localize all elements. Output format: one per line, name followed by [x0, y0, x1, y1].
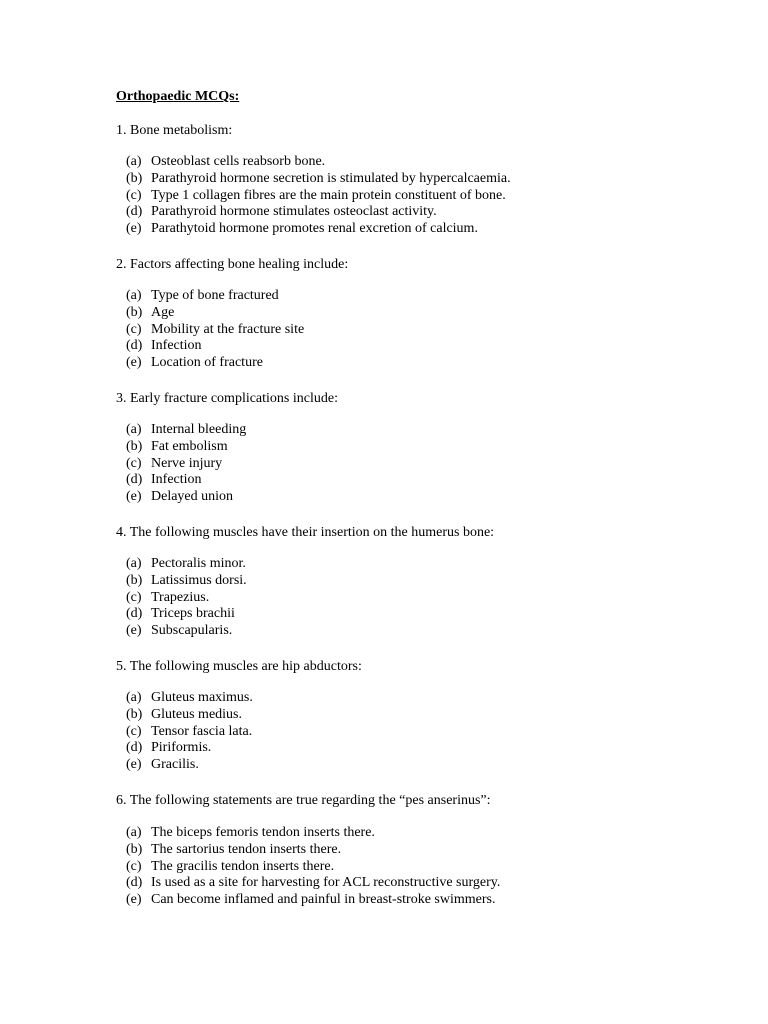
option-letter: (c): [126, 321, 142, 337]
option: [126, 355, 304, 372]
option: [126, 573, 247, 590]
option-text: Parathyroid hormone secretion is stimulated by hypercalcaemia.: [151, 170, 511, 186]
option-letter: (b): [126, 304, 143, 320]
option: [126, 875, 500, 892]
question-4-stem: 4. The following muscles have their insertion on the humerus bone:: [116, 525, 495, 540]
option-text: Type of bone fractured: [151, 288, 279, 303]
option-text: Nerve injury: [151, 455, 223, 471]
option-letter: (d): [126, 875, 143, 891]
option-text: Delayed union: [151, 489, 234, 505]
option-text: Gluteus medius.: [151, 706, 242, 722]
option-text: Type 1 collagen fibres are the main protein constituent of bone.: [151, 187, 506, 203]
option-letter: (e): [126, 355, 142, 371]
option: [126, 757, 253, 774]
option-letter: (d): [126, 472, 143, 488]
option-text: Osteoblast cells reabsorb bone.: [151, 154, 326, 169]
option-letter: (b): [126, 706, 143, 722]
question-1-options: [126, 154, 511, 238]
question-6-options: [126, 825, 500, 909]
option-text: Tensor fascia lata.: [151, 723, 253, 739]
option-text: Triceps brachii: [151, 606, 235, 622]
option: [126, 322, 304, 339]
option-text: Latissimus dorsi.: [151, 572, 247, 588]
option-letter: (c): [126, 455, 142, 471]
option: [126, 825, 500, 842]
option: [126, 740, 253, 757]
option-text: Can become inflamed and painful in breast-stroke swimmers.: [151, 892, 496, 908]
option-letter: (c): [126, 723, 142, 739]
option-letter: (d): [126, 204, 143, 220]
question-2-options: [126, 288, 304, 372]
question-3-options: [126, 422, 246, 506]
question-4-options: [126, 556, 247, 640]
option-text: Is used as a site for harvesting for ACL reconstructive surgery.: [151, 875, 501, 891]
option: [126, 690, 253, 707]
option-letter: (d): [126, 338, 143, 354]
question-3-stem: 3. Early fracture complications include:: [116, 391, 338, 406]
option-text: Pectoralis minor.: [151, 556, 246, 571]
option: [126, 556, 247, 573]
option-letter: (d): [126, 606, 143, 622]
option-letter: (e): [126, 757, 142, 773]
question-2-stem: 2. Factors affecting bone healing include:: [116, 257, 349, 272]
option-letter: (a): [126, 288, 142, 303]
option-text: Mobility at the fracture site: [151, 321, 305, 337]
option-letter: (a): [126, 154, 142, 169]
option: [126, 221, 511, 238]
option-text: Parathyroid hormone stimulates osteoclast activity.: [151, 204, 437, 220]
option-text: The biceps femoris tendon inserts there.: [151, 825, 375, 840]
option-text: The gracilis tendon inserts there.: [151, 858, 335, 874]
option: [126, 422, 246, 439]
question-1-stem: 1. Bone metabolism:: [116, 123, 233, 138]
option-letter: (e): [126, 489, 142, 505]
option-letter: (e): [126, 623, 142, 639]
option: [126, 305, 304, 322]
option-letter: (b): [126, 841, 143, 857]
option-letter: (c): [126, 589, 142, 605]
option-letter: (a): [126, 690, 142, 705]
option: [126, 623, 247, 640]
option-letter: (b): [126, 170, 143, 186]
option-text: Subscapularis.: [151, 623, 233, 639]
option-letter: (a): [126, 825, 142, 840]
page-title: Orthopaedic MCQs:: [116, 89, 240, 104]
option: [126, 456, 246, 473]
option-letter: (c): [126, 187, 142, 203]
option: [126, 489, 246, 506]
option: [126, 188, 511, 205]
option-text: Age: [151, 304, 175, 320]
option-letter: (c): [126, 858, 142, 874]
option: [126, 724, 253, 741]
option-text: Trapezius.: [151, 589, 210, 605]
question-6-stem: 6. The following statements are true regarding the “pes anserinus”:: [116, 793, 491, 808]
option: [126, 859, 500, 876]
option-letter: (a): [126, 556, 142, 571]
option-text: The sartorius tendon inserts there.: [151, 841, 342, 857]
option-letter: (b): [126, 438, 143, 454]
option: [126, 707, 253, 724]
option: [126, 892, 500, 909]
option-text: Infection: [151, 338, 202, 354]
option-text: Internal bleeding: [151, 422, 247, 437]
option-letter: (e): [126, 221, 142, 237]
option: [126, 171, 511, 188]
option-text: Gluteus maximus.: [151, 690, 253, 705]
option: [126, 842, 500, 859]
option-letter: (e): [126, 892, 142, 908]
option-text: Infection: [151, 472, 202, 488]
option: [126, 439, 246, 456]
option-text: Piriformis.: [151, 740, 212, 756]
option-letter: (b): [126, 572, 143, 588]
option: [126, 338, 304, 355]
option: [126, 472, 246, 489]
question-5-options: [126, 690, 253, 774]
option: [126, 606, 247, 623]
option-letter: (d): [126, 740, 143, 756]
option: [126, 288, 304, 305]
option: [126, 204, 511, 221]
option: [126, 590, 247, 607]
option: [126, 154, 511, 171]
option-text: Fat embolism: [151, 438, 228, 454]
question-5-stem: 5. The following muscles are hip abductors:: [116, 659, 362, 674]
option-letter: (a): [126, 422, 142, 437]
option-text: Parathytoid hormone promotes renal excretion of calcium.: [151, 221, 478, 237]
option-text: Location of fracture: [151, 355, 263, 371]
option-text: Gracilis.: [151, 757, 199, 773]
